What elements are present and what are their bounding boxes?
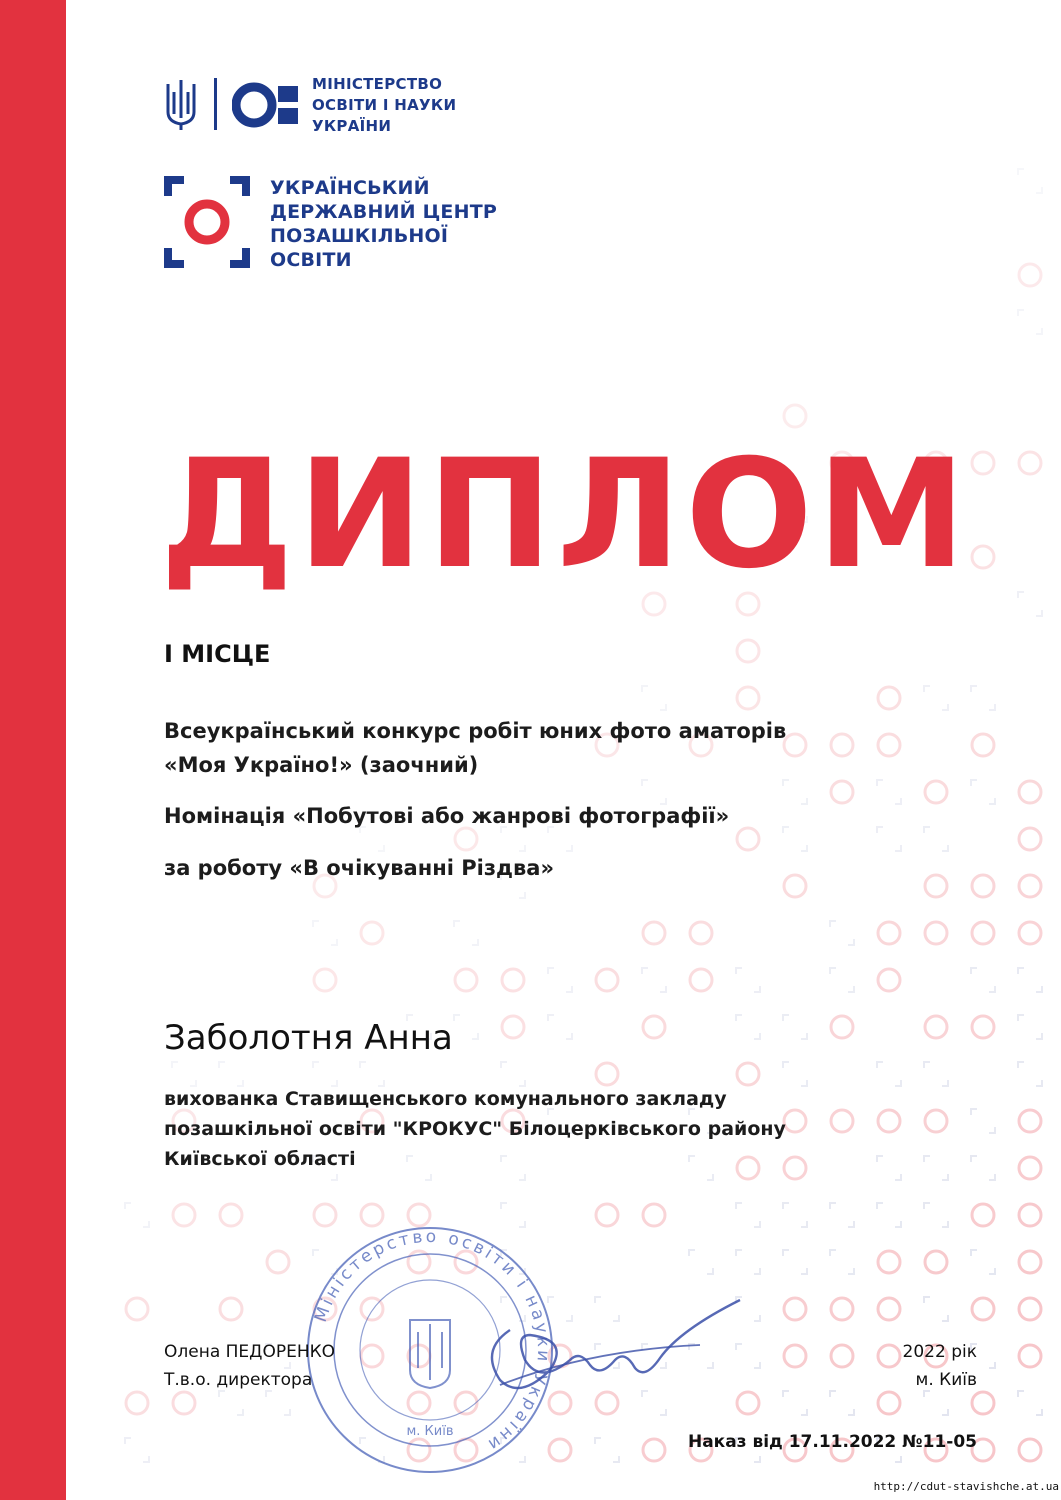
pattern-bracket — [736, 1203, 760, 1227]
pattern-ring — [972, 546, 994, 568]
handwritten-signature — [440, 1290, 780, 1410]
pattern-ring — [831, 1345, 853, 1367]
pattern-bracket — [971, 686, 995, 710]
pattern-bracket — [595, 1438, 619, 1462]
pattern-bracket — [360, 827, 384, 851]
pattern-bracket — [642, 968, 666, 992]
source-url: http://cdut-stavishche.at.ua — [873, 1480, 1059, 1493]
pattern-ring — [925, 1251, 947, 1273]
pattern-ring — [455, 828, 477, 850]
red-side-band — [0, 0, 66, 1500]
signatory-role: Т.в.о. директора — [164, 1370, 313, 1390]
pattern-bracket — [924, 1391, 948, 1415]
center-line: ОСВІТИ — [270, 249, 352, 271]
pattern-bracket — [313, 921, 337, 945]
pattern-bracket — [830, 1203, 854, 1227]
pattern-ring — [126, 1298, 148, 1320]
center-name — [270, 176, 530, 272]
pattern-ring — [878, 1345, 900, 1367]
pattern-bracket — [830, 1391, 854, 1415]
pattern-ring — [643, 922, 665, 944]
pattern-ring — [831, 1298, 853, 1320]
pattern-ring — [972, 1392, 994, 1414]
pattern-ring — [925, 781, 947, 803]
date-place-block — [903, 1338, 977, 1394]
issue-city: м. Київ — [915, 1370, 977, 1390]
ministry-line: МІНІСТЕРСТВО — [312, 75, 443, 93]
signatory-block — [164, 1338, 335, 1394]
pattern-bracket — [736, 1250, 760, 1274]
pattern-ring — [831, 1016, 853, 1038]
center-line: ПОЗАШКІЛЬНОЇ — [270, 225, 449, 247]
pattern-bracket — [971, 780, 995, 804]
pattern-ring — [1019, 875, 1041, 897]
pattern-bracket — [877, 827, 901, 851]
pattern-ring — [502, 969, 524, 991]
ministry-mark-icon — [232, 80, 302, 130]
pattern-ring — [596, 1063, 618, 1085]
pattern-bracket — [689, 1250, 713, 1274]
pattern-bracket — [454, 1015, 478, 1039]
pattern-bracket — [219, 1062, 243, 1086]
pattern-bracket — [736, 968, 760, 992]
pattern-bracket — [971, 1250, 995, 1274]
contest-name — [164, 714, 924, 782]
pattern-bracket — [877, 1062, 901, 1086]
pattern-ring — [1019, 264, 1041, 286]
contest-line: «Моя Україно!» (заочний) — [164, 753, 479, 777]
place-heading: І МІСЦЕ — [164, 640, 271, 668]
work-title: за роботу «В очікуванні Різдва» — [164, 856, 555, 880]
pattern-ring — [1019, 1439, 1041, 1461]
pattern-ring — [878, 922, 900, 944]
pattern-ring — [878, 1251, 900, 1273]
pattern-bracket — [924, 1297, 948, 1321]
pattern-ring — [643, 1016, 665, 1038]
pattern-ring — [1019, 1345, 1041, 1367]
description-line: позашкільної освіти "КРОКУС" Білоцерківського району — [164, 1118, 786, 1140]
pattern-bracket — [501, 1062, 525, 1086]
center-line: ДЕРЖАВНИЙ ЦЕНТР — [270, 201, 497, 223]
ministry-name — [312, 74, 512, 137]
pattern-ring — [690, 969, 712, 991]
pattern-ring — [1019, 1251, 1041, 1273]
diploma-title: ДИПЛОМ — [160, 428, 971, 602]
pattern-bracket — [971, 1156, 995, 1180]
pattern-ring — [361, 922, 383, 944]
signatory-name: Олена ПЕДОРЕНКО — [164, 1342, 336, 1362]
pattern-bracket — [1018, 1391, 1042, 1415]
pattern-bracket — [830, 921, 854, 945]
pattern-bracket — [783, 780, 807, 804]
pattern-bracket — [783, 827, 807, 851]
pattern-ring — [643, 1204, 665, 1226]
pattern-ring — [784, 875, 806, 897]
pattern-bracket — [1018, 169, 1042, 193]
issue-year: 2022 рік — [902, 1342, 977, 1362]
pattern-ring — [1019, 1110, 1041, 1132]
logo-divider — [214, 78, 217, 130]
ministry-line: ОСВІТИ І НАУКИ — [312, 96, 457, 114]
pattern-bracket — [642, 686, 666, 710]
stamp-ring-text: Міністерство освіти і науки України — [310, 1226, 554, 1456]
pattern-bracket — [783, 1062, 807, 1086]
trident-icon — [164, 78, 198, 132]
pattern-bracket — [454, 921, 478, 945]
pattern-bracket — [924, 1062, 948, 1086]
pattern-bracket — [313, 1062, 337, 1086]
pattern-ring — [267, 1251, 289, 1273]
pattern-ring — [784, 405, 806, 427]
pattern-ring — [737, 687, 759, 709]
pattern-ring — [784, 1298, 806, 1320]
pattern-ring — [643, 1439, 665, 1461]
pattern-bracket — [877, 780, 901, 804]
pattern-bracket — [548, 1015, 572, 1039]
pattern-ring — [596, 1204, 618, 1226]
pattern-ring — [1019, 1157, 1041, 1179]
pattern-bracket — [360, 1062, 384, 1086]
pattern-ring — [878, 969, 900, 991]
pattern-ring — [1019, 922, 1041, 944]
pattern-ring — [596, 969, 618, 991]
pattern-bracket — [125, 1438, 149, 1462]
pattern-bracket — [924, 827, 948, 851]
pattern-ring — [784, 1345, 806, 1367]
pattern-ring — [173, 1204, 195, 1226]
pattern-bracket — [924, 686, 948, 710]
pattern-ring — [502, 1016, 524, 1038]
pattern-bracket — [1018, 310, 1042, 334]
pattern-ring — [126, 1392, 148, 1414]
pattern-ring — [690, 922, 712, 944]
pattern-bracket — [830, 968, 854, 992]
pattern-ring — [455, 969, 477, 991]
contest-line: Всеукраїнський конкурс робіт юних фото аматорів — [164, 719, 787, 743]
center-mark-icon — [164, 176, 250, 268]
pattern-ring — [925, 922, 947, 944]
pattern-bracket — [971, 1109, 995, 1133]
pattern-bracket — [125, 1203, 149, 1227]
recipient-description — [164, 1084, 924, 1174]
pattern-bracket — [924, 1156, 948, 1180]
pattern-bracket — [783, 1015, 807, 1039]
pattern-ring — [878, 1298, 900, 1320]
pattern-ring — [972, 1298, 994, 1320]
pattern-ring — [878, 687, 900, 709]
pattern-ring — [1019, 452, 1041, 474]
pattern-bracket — [548, 968, 572, 992]
pattern-bracket — [1018, 968, 1042, 992]
pattern-ring — [737, 828, 759, 850]
description-line: вихованка Ставищенського комунального закладу — [164, 1088, 727, 1110]
pattern-ring — [972, 1016, 994, 1038]
pattern-ring — [173, 1392, 195, 1414]
pattern-ring — [972, 734, 994, 756]
pattern-bracket — [877, 1203, 901, 1227]
pattern-bracket — [266, 1391, 290, 1415]
pattern-bracket — [736, 1015, 760, 1039]
pattern-bracket — [1018, 592, 1042, 616]
pattern-ring — [972, 875, 994, 897]
pattern-bracket — [924, 1203, 948, 1227]
center-line: УКРАЇНСЬКИЙ — [270, 177, 430, 199]
pattern-ring — [972, 922, 994, 944]
pattern-bracket — [783, 1250, 807, 1274]
pattern-bracket — [783, 1203, 807, 1227]
pattern-bracket — [219, 1391, 243, 1415]
pattern-bracket — [830, 1250, 854, 1274]
pattern-bracket — [172, 1062, 196, 1086]
pattern-ring — [220, 1298, 242, 1320]
pattern-bracket — [1018, 1062, 1042, 1086]
pattern-bracket — [548, 827, 572, 851]
pattern-ring — [1019, 828, 1041, 850]
pattern-ring — [737, 640, 759, 662]
stamp-city: м. Київ — [406, 1424, 454, 1439]
pattern-ring — [925, 1110, 947, 1132]
pattern-ring — [1019, 1298, 1041, 1320]
pattern-ring — [972, 452, 994, 474]
recipient-name: Заболотня Анна — [164, 1018, 453, 1058]
pattern-ring — [831, 781, 853, 803]
pattern-ring — [878, 1392, 900, 1414]
description-line: Київської області — [164, 1148, 356, 1170]
pattern-ring — [737, 1063, 759, 1085]
pattern-bracket — [783, 1391, 807, 1415]
pattern-bracket — [1018, 1015, 1042, 1039]
ministry-line: УКРАЇНИ — [312, 117, 392, 135]
pattern-bracket — [501, 827, 525, 851]
pattern-ring — [1019, 781, 1041, 803]
pattern-bracket — [642, 780, 666, 804]
order-reference: Наказ від 17.11.2022 №11-05 — [687, 1432, 977, 1452]
pattern-ring — [925, 875, 947, 897]
pattern-bracket — [971, 968, 995, 992]
pattern-ring — [972, 1204, 994, 1226]
pattern-ring — [925, 1016, 947, 1038]
pattern-ring — [1019, 1204, 1041, 1226]
pattern-ring — [314, 969, 336, 991]
nomination: Номінація «Побутові або жанрові фотографії» — [164, 804, 730, 828]
pattern-ring — [220, 1204, 242, 1226]
